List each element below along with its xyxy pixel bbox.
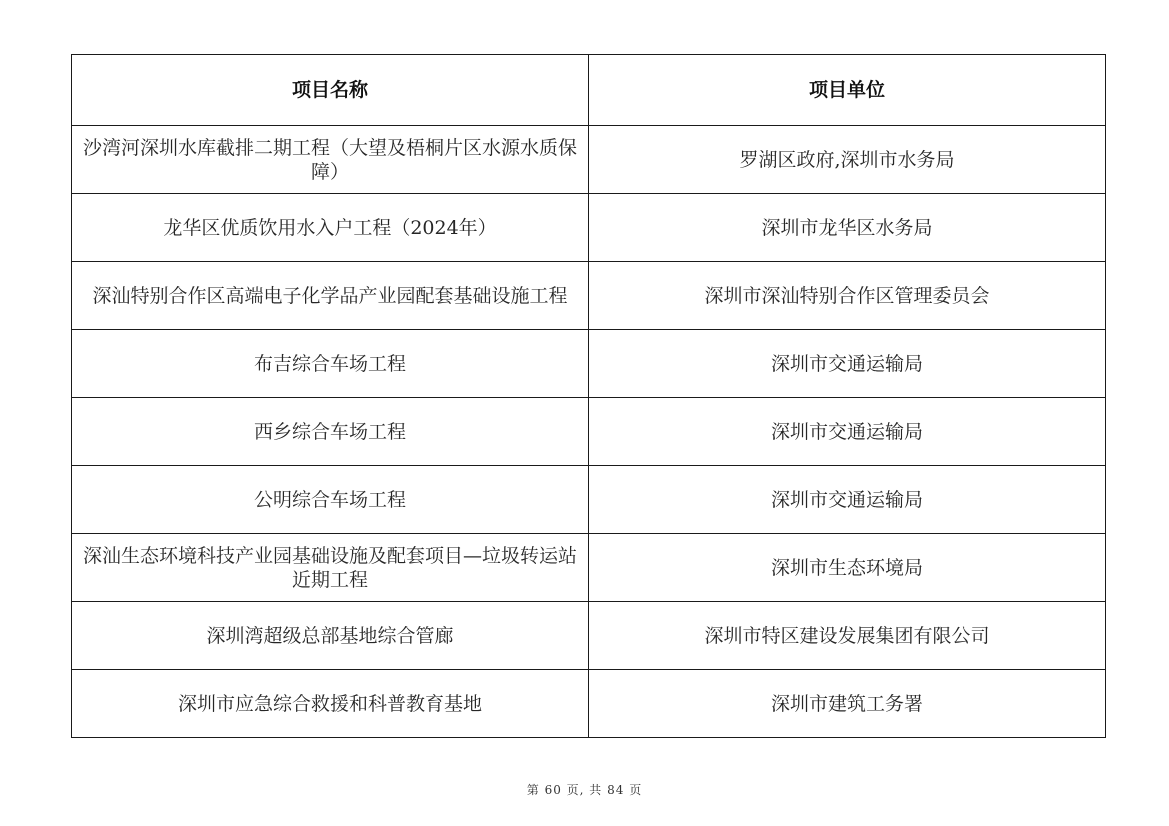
page-number-footer: 第 60 页, 共 84 页 <box>526 783 643 797</box>
project-name-cell: 龙华区优质饮用水入户工程（2024年） <box>72 194 589 262</box>
project-table <box>71 54 1106 738</box>
project-unit-cell: 深圳市交通运输局 <box>589 466 1106 534</box>
table-row <box>72 398 1106 466</box>
table-row <box>72 670 1106 738</box>
table-header-row <box>72 55 1106 126</box>
project-name-cell: 西乡综合车场工程 <box>72 398 589 466</box>
project-unit-cell: 深圳市生态环境局 <box>589 534 1106 602</box>
project-unit-cell: 深圳市交通运输局 <box>589 398 1106 466</box>
table-row <box>72 126 1106 194</box>
table-row <box>72 330 1106 398</box>
project-name-cell: 深汕生态环境科技产业园基础设施及配套项目—垃圾转运站近期工程 <box>72 534 589 602</box>
header-project-name: 项目名称 <box>72 55 589 126</box>
project-unit-cell: 深圳市交通运输局 <box>589 330 1106 398</box>
header-project-unit: 项目单位 <box>589 55 1106 126</box>
table-row <box>72 602 1106 670</box>
project-name-cell: 沙湾河深圳水库截排二期工程（大望及梧桐片区水源水质保障） <box>72 126 589 194</box>
project-name-cell: 深圳湾超级总部基地综合管廊 <box>72 602 589 670</box>
table-row <box>72 194 1106 262</box>
project-name-cell: 深圳市应急综合救援和科普教育基地 <box>72 670 589 738</box>
project-name-cell: 布吉综合车场工程 <box>72 330 589 398</box>
project-unit-cell: 深圳市建筑工务署 <box>589 670 1106 738</box>
project-unit-cell: 罗湖区政府,深圳市水务局 <box>589 126 1106 194</box>
table-row <box>72 262 1106 330</box>
project-unit-cell: 深圳市龙华区水务局 <box>589 194 1106 262</box>
project-name-cell: 深汕特别合作区高端电子化学品产业园配套基础设施工程 <box>72 262 589 330</box>
table-row <box>72 466 1106 534</box>
table-row <box>72 534 1106 602</box>
project-unit-cell: 深圳市深汕特别合作区管理委员会 <box>589 262 1106 330</box>
project-name-cell: 公明综合车场工程 <box>72 466 589 534</box>
project-unit-cell: 深圳市特区建设发展集团有限公司 <box>589 602 1106 670</box>
